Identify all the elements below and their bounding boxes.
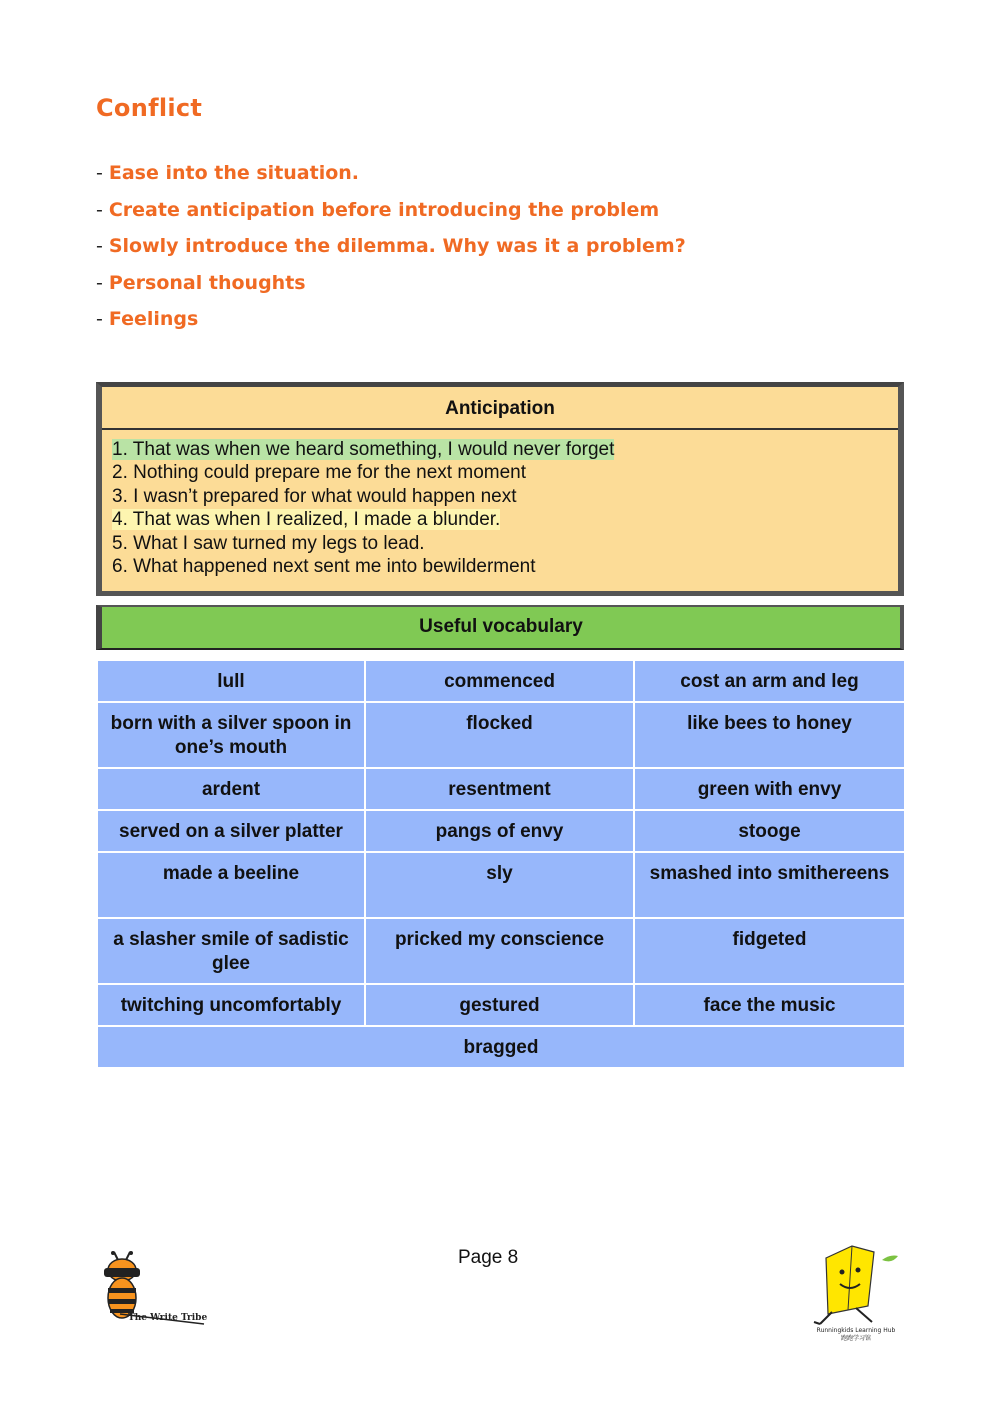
vocab-cell: cost an arm and leg bbox=[634, 660, 905, 702]
page-number: Page 8 bbox=[458, 1247, 519, 1268]
vocab-cell: resentment bbox=[365, 768, 634, 810]
vocab-cell: pricked my conscience bbox=[365, 918, 634, 984]
vocab-cell: fidgeted bbox=[634, 918, 905, 984]
vocab-cell: lull bbox=[97, 660, 365, 702]
vocab-cell: smashed into smithereens bbox=[634, 852, 905, 918]
vocab-cell: like bees to honey bbox=[634, 702, 905, 768]
table-row bbox=[97, 984, 905, 1026]
vocab-cell: gestured bbox=[365, 984, 634, 1026]
write-tribe-logo bbox=[96, 1250, 208, 1333]
bullet-item: - Slowly introduce the dilemma. Why was it a problem? bbox=[96, 235, 686, 257]
anticipation-item: 2. Nothing could prepare me for the next moment bbox=[112, 462, 527, 484]
table-row bbox=[97, 918, 905, 984]
vocabulary-title: Useful vocabulary bbox=[96, 605, 904, 650]
logo-right-text: Runningkids Learning Hub bbox=[816, 1327, 896, 1334]
vocab-cell: served on a silver platter bbox=[97, 810, 365, 852]
anticipation-item: 4. That was when I realized, I made a blunder. bbox=[112, 509, 501, 531]
vocab-cell: twitching uncomfortably bbox=[97, 984, 365, 1026]
logo-right-text-cn: 跑跑学习馆 bbox=[840, 1335, 872, 1342]
vocab-cell: bragged bbox=[97, 1026, 905, 1068]
bullet-item: - Ease into the situation. bbox=[96, 162, 360, 184]
logo-left-text: The Write Tribe bbox=[128, 1313, 208, 1323]
conflict-bullet-list bbox=[96, 162, 686, 345]
vocab-cell: stooge bbox=[634, 810, 905, 852]
anticipation-item: 3. I wasn’t prepared for what would happen next bbox=[112, 485, 517, 507]
bullet-item: - Create anticipation before introducing the problem bbox=[96, 198, 660, 221]
vocab-cell: born with a silver spoon in one’s mouth bbox=[97, 702, 365, 768]
running-book-icon bbox=[808, 1242, 904, 1346]
table-row bbox=[97, 1026, 905, 1068]
vocab-cell: flocked bbox=[365, 702, 634, 768]
vocab-cell: made a beeline bbox=[97, 852, 365, 918]
bullet-item: - Personal thoughts bbox=[96, 271, 306, 294]
anticipation-list bbox=[102, 430, 898, 578]
anticipation-item: 6. What happened next sent me into bewilderment bbox=[112, 556, 536, 578]
table-row bbox=[97, 702, 905, 768]
bee-logo-icon bbox=[96, 1250, 208, 1328]
anticipation-box bbox=[96, 382, 904, 596]
vocabulary-table bbox=[96, 659, 906, 1069]
anticipation-item: 1. That was when we heard something, I would never forget bbox=[112, 439, 615, 460]
vocab-cell: pangs of envy bbox=[365, 810, 634, 852]
runningkids-logo bbox=[808, 1242, 904, 1351]
table-row bbox=[97, 768, 905, 810]
table-row bbox=[97, 660, 905, 702]
bullet-item: - Feelings bbox=[96, 308, 199, 330]
vocab-cell: a slasher smile of sadistic glee bbox=[97, 918, 365, 984]
anticipation-title: Anticipation bbox=[102, 387, 898, 430]
table-row bbox=[97, 852, 905, 918]
anticipation-item: 5. What I saw turned my legs to lead. bbox=[112, 532, 425, 554]
page-title: Conflict bbox=[96, 94, 203, 122]
vocab-cell: face the music bbox=[634, 984, 905, 1026]
vocab-cell: sly bbox=[365, 852, 634, 918]
vocab-cell: commenced bbox=[365, 660, 634, 702]
vocab-cell: green with envy bbox=[634, 768, 905, 810]
vocab-cell: ardent bbox=[97, 768, 365, 810]
table-row bbox=[97, 810, 905, 852]
